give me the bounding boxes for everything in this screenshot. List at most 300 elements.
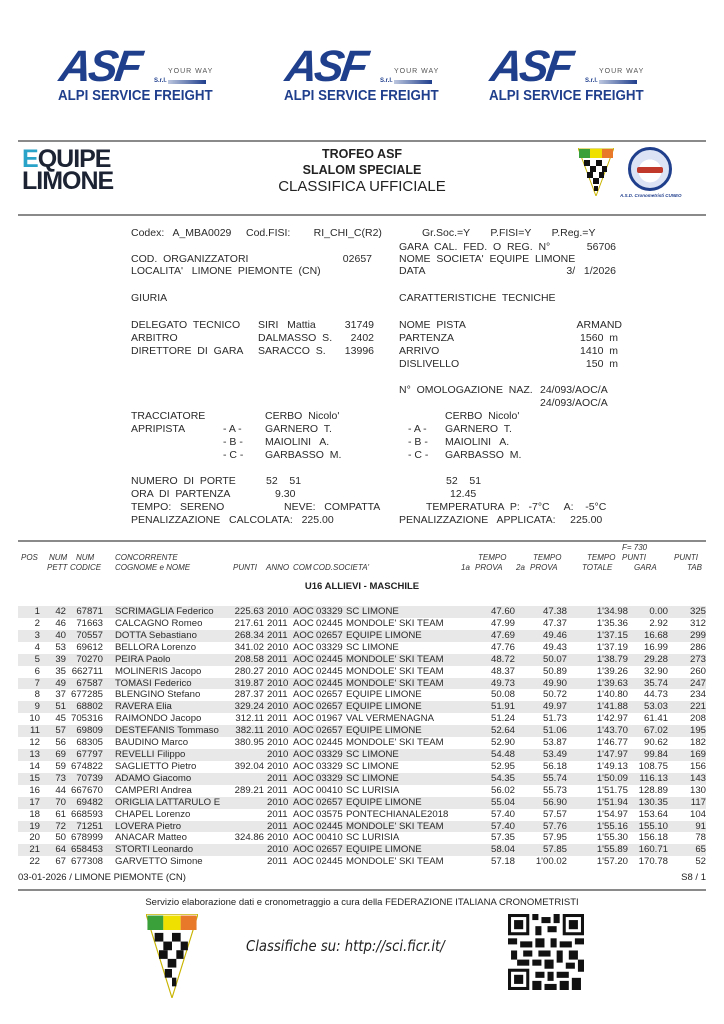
cell-pos: 12 — [29, 737, 40, 749]
apripista-tag: - B - — [408, 436, 428, 448]
cell-name: CAMPERI Andrea — [115, 784, 192, 796]
asf-tagline: YOUR WAY — [599, 68, 645, 75]
cell-punti: 208.58 — [234, 653, 264, 665]
cell-total: 1'37.15 — [596, 629, 628, 641]
header-punti: PUNTI — [233, 563, 257, 572]
porte-run2: 52 51 — [446, 475, 482, 487]
apripista-run1: GARBASSO M. — [265, 449, 342, 461]
cell-cod: 00410 — [316, 784, 343, 796]
cell-punti-tab: 182 — [689, 737, 706, 749]
cell-cod: 02657 — [316, 629, 343, 641]
cell-societa: EQUIPE LIMONE — [346, 689, 422, 701]
table-row — [18, 689, 706, 701]
cell-run2: 50.89 — [542, 665, 567, 677]
asf-srl: S.r.l. — [154, 78, 167, 84]
cell-com: AOC — [293, 784, 314, 796]
cell-total: 1'38.79 — [596, 653, 628, 665]
table-row — [18, 832, 706, 844]
cell-punti-tab: 117 — [690, 796, 706, 808]
jury-name: DALMASSO S. — [258, 332, 333, 344]
cell-cod: 02657 — [316, 844, 343, 856]
cell-pett: 64 — [55, 844, 66, 856]
cell-run2: 51.06 — [542, 725, 567, 737]
header-pett: PETT — [47, 563, 68, 572]
divider — [18, 214, 706, 216]
cell-punti-tab: 247 — [689, 677, 706, 689]
jury-code: 2402 — [350, 332, 374, 344]
cell-anno: 2010 — [267, 737, 289, 749]
cronometristi-cuneo-logo — [628, 147, 672, 191]
results-link[interactable]: Classifiche su: http://sci.ficr.it/ — [246, 937, 445, 955]
cell-pos: 13 — [29, 749, 40, 761]
apripista-run2: MAIOLINI A. — [445, 436, 510, 448]
cell-com: AOC — [293, 713, 314, 725]
cell-punti: 225.63 — [234, 606, 264, 617]
apripista-tag: - B - — [223, 436, 243, 448]
table-row — [18, 618, 706, 630]
service-credit: Servizio elaborazione dati e cronometraggio a cura della FEDERAZIONE ITALIANA CRONOMETRISTI — [145, 897, 579, 908]
cell-total: 1'34.98 — [596, 606, 628, 617]
cell-run2: 49.90 — [542, 677, 567, 689]
cell-run1: 57.40 — [490, 808, 515, 820]
cell-codice: 668593 — [70, 808, 103, 820]
jury-code: 13996 — [344, 345, 374, 357]
apripista-run1: MAIOLINI A. — [265, 436, 330, 448]
cell-pett: 73 — [55, 772, 66, 784]
asf-tagline: YOUR WAY — [168, 68, 214, 75]
tech-label: PARTENZA — [399, 332, 455, 344]
table-row — [18, 654, 706, 666]
cell-name: BELLORA Lorenzo — [115, 641, 197, 653]
cell-societa: SC LIMONE — [346, 641, 399, 653]
header-concorrente: CONCORRENTE — [115, 553, 178, 562]
table-row — [18, 844, 706, 856]
cell-run1: 47.60 — [490, 606, 515, 617]
cell-run2: 57.76 — [542, 820, 567, 832]
cell-total: 1'40.80 — [596, 689, 628, 701]
header-2a: 2a — [516, 563, 525, 572]
cell-codice: 667670 — [70, 784, 103, 796]
cell-name: REVELLI Filippo — [115, 749, 186, 761]
table-row — [18, 809, 706, 821]
cod-org-value: 02657 — [342, 253, 372, 265]
cell-anno: 2010 — [267, 701, 289, 713]
cell-punti: 382.11 — [235, 725, 264, 737]
jury-role: DELEGATO TECNICO — [131, 319, 241, 331]
header-codice: CODICE — [70, 563, 102, 572]
cell-codice: 662711 — [71, 665, 103, 677]
asf-name: ALPI SERVICE FREIGHT — [489, 88, 644, 104]
header-cod: COD. — [313, 563, 333, 572]
cell-punti-tab: 286 — [689, 641, 706, 653]
cell-pett: 50 — [55, 832, 66, 844]
cell-punti-tab: 52 — [695, 856, 706, 868]
cell-codice: 67797 — [76, 749, 103, 761]
cell-societa: SC LIMONE — [346, 760, 399, 772]
cell-pett: 35 — [55, 665, 66, 677]
cell-pett: 39 — [55, 653, 66, 665]
cell-run1: 57.35 — [490, 832, 515, 844]
apripista-tag: - A - — [223, 423, 242, 435]
jury-code: 31749 — [344, 319, 374, 331]
divider — [18, 889, 706, 891]
jury-name: SARACCO S. — [258, 345, 326, 357]
cell-codice: 678999 — [70, 832, 103, 844]
cell-cod: 03329 — [316, 641, 343, 653]
cell-run1: 54.35 — [490, 772, 515, 784]
nome-societa: NOME SOCIETA' EQUIPE LIMONE — [399, 253, 576, 265]
cell-codice: 67871 — [76, 606, 103, 617]
cell-name: RAVERA Elia — [115, 701, 172, 713]
cell-pos: 3 — [34, 629, 40, 641]
cell-punti-gara: 16.68 — [643, 629, 668, 641]
cod-org-label: COD. ORGANIZZATORI — [131, 253, 249, 265]
cell-cod: 02445 — [316, 653, 343, 665]
footer-place-date: 03-01-2026 / LIMONE PIEMONTE (CN) — [18, 872, 186, 883]
cell-run2: 53.49 — [542, 749, 567, 761]
asf-mark: ASF — [487, 42, 574, 91]
logo-letter-e: E — [22, 145, 38, 173]
cell-total: 1'35.36 — [596, 617, 628, 629]
cell-com: AOC — [293, 820, 314, 832]
cell-run2: 56.90 — [542, 796, 567, 808]
cell-total: 1'57.20 — [596, 856, 628, 868]
table-row — [18, 713, 706, 725]
table-row — [18, 737, 706, 749]
cell-run2: 57.85 — [542, 844, 567, 856]
cell-cod: 03329 — [316, 749, 343, 761]
cell-punti-tab: 169 — [689, 749, 706, 761]
cell-punti-gara: 156.18 — [638, 832, 668, 844]
apripista-label: APRIPISTA — [131, 423, 186, 435]
cell-codice: 677285 — [70, 689, 103, 701]
cell-punti-tab: 104 — [689, 808, 706, 820]
cell-anno: 2010 — [267, 749, 289, 761]
temperatura: TEMPERATURA P: -7°C A: -5°C — [426, 501, 607, 513]
cell-pett: 51 — [55, 701, 66, 713]
penalizzazione-applicata: PENALIZZAZIONE APPLICATA: 225.00 — [399, 514, 603, 526]
cell-anno: 2010 — [267, 725, 289, 737]
asf-name: ALPI SERVICE FREIGHT — [58, 88, 213, 104]
cell-total: 1'54.97 — [596, 808, 628, 820]
cell-name: SAGLIETTO Pietro — [115, 760, 197, 772]
cell-com: AOC — [293, 629, 314, 641]
cell-name: STORTI Leonardo — [115, 844, 194, 856]
cell-run1: 56.02 — [490, 784, 515, 796]
cell-societa: SC LURISIA — [346, 784, 400, 796]
cell-total: 1'55.16 — [596, 820, 628, 832]
truck-icon — [599, 80, 637, 84]
cell-pett: 67 — [55, 856, 66, 868]
cell-run1: 49.73 — [490, 677, 515, 689]
cell-societa: VAL VERMENAGNA — [346, 713, 434, 725]
cell-com: AOC — [293, 760, 314, 772]
cell-run1: 48.37 — [490, 665, 515, 677]
cell-societa: SC LIMONE — [346, 606, 399, 617]
cell-com: AOC — [293, 641, 314, 653]
cell-run1: 57.40 — [490, 820, 515, 832]
cell-run1: 47.69 — [490, 629, 515, 641]
cell-run1: 57.18 — [490, 856, 515, 868]
cell-name: ORIGLIA LATTARULO E — [115, 796, 221, 808]
asf-srl: S.r.l. — [380, 78, 393, 84]
cell-name: TOMASI Federico — [115, 677, 192, 689]
cell-anno: 2010 — [267, 760, 289, 772]
divider — [18, 540, 706, 542]
cell-punti: 289.21 — [234, 784, 264, 796]
cell-com: AOC — [293, 653, 314, 665]
cell-total: 1'46.77 — [596, 737, 628, 749]
cell-name: ADAMO Giacomo — [115, 772, 192, 784]
cell-punti: 280.27 — [234, 665, 264, 677]
cell-punti-gara: 44.73 — [643, 689, 668, 701]
cell-anno: 2011 — [267, 653, 288, 665]
cell-pett: 59 — [55, 760, 66, 772]
cell-run2: 53.87 — [542, 737, 567, 749]
cell-com: AOC — [293, 677, 314, 689]
cell-pett: 72 — [55, 820, 66, 832]
cell-punti-gara: 160.71 — [638, 844, 668, 856]
table-row — [18, 701, 706, 713]
cell-anno: 2010 — [267, 606, 289, 617]
cell-pos: 15 — [29, 772, 40, 784]
cell-run2: 49.46 — [542, 629, 567, 641]
cell-cod: 02445 — [316, 677, 343, 689]
cell-com: AOC — [293, 808, 314, 820]
cell-total: 1'51.94 — [596, 796, 628, 808]
cell-pos: 11 — [30, 725, 40, 737]
header-tab: TAB — [687, 563, 702, 572]
cell-codice: 674822 — [70, 760, 103, 772]
cell-pos: 18 — [29, 808, 40, 820]
tech-value: 150 m — [585, 358, 618, 370]
cell-name: CALCAGNO Romeo — [115, 617, 203, 629]
asf-srl: S.r.l. — [585, 78, 598, 84]
header-tempo2: TEMPO — [533, 553, 562, 562]
cell-punti-gara: 32.90 — [643, 665, 668, 677]
cell-pos: 8 — [34, 689, 40, 701]
tech-value: ARMAND — [576, 319, 622, 331]
cell-cod: 02657 — [316, 689, 343, 701]
header-prova2: PROVA — [530, 563, 558, 572]
category-heading: U16 ALLIEVI - MASCHILE — [304, 581, 420, 592]
cell-pos: 1 — [34, 606, 40, 617]
cell-punti-tab: 312 — [689, 617, 706, 629]
divider — [18, 140, 706, 142]
table-row — [18, 785, 706, 797]
cell-anno: 2010 — [267, 665, 289, 677]
cell-name: SCRIMAGLIA Federico — [115, 606, 214, 617]
localita: LOCALITA' LIMONE PIEMONTE (CN) — [131, 265, 321, 277]
cell-societa: EQUIPE LIMONE — [346, 796, 422, 808]
cell-com: AOC — [293, 856, 314, 868]
cell-name: MOLINERIS Jacopo — [115, 665, 202, 677]
header-gara: GARA — [634, 563, 657, 572]
cell-societa: PONTECHIANALE2018 — [346, 808, 449, 820]
header-com: COM — [293, 563, 312, 572]
gara-number: 56706 — [586, 241, 616, 253]
cell-codice: 71663 — [76, 617, 103, 629]
cell-cod: 03329 — [316, 606, 343, 617]
cell-run1: 58.04 — [490, 844, 515, 856]
cell-anno: 2011 — [267, 689, 288, 701]
apripista-tag: - A - — [408, 423, 427, 435]
cell-name: RAIMONDO Jacopo — [115, 713, 202, 725]
truck-icon — [168, 80, 206, 84]
cell-run1: 52.90 — [490, 737, 515, 749]
cell-punti-gara: 16.99 — [643, 641, 668, 653]
cell-anno: 2011 — [267, 784, 288, 796]
tech-value: 1410 m — [580, 345, 618, 357]
table-row — [18, 761, 706, 773]
cell-societa: MONDOLE' SKI TEAM — [346, 737, 444, 749]
cell-total: 1'41.88 — [596, 701, 628, 713]
cell-name: GARVETTO Simone — [115, 856, 203, 868]
cell-run1: 52.95 — [490, 760, 515, 772]
tech-label: ARRIVO — [399, 345, 440, 357]
cell-anno: 2010 — [267, 796, 289, 808]
cell-total: 1'51.75 — [596, 784, 628, 796]
cell-societa: MONDOLE' SKI TEAM — [346, 665, 444, 677]
cell-punti-tab: 260 — [689, 665, 706, 677]
cell-run1: 51.91 — [490, 701, 515, 713]
cell-com: AOC — [293, 665, 314, 677]
cell-punti-tab: 325 — [689, 606, 706, 617]
apripista-run2: GARBASSO M. — [445, 449, 522, 461]
cell-run1: 48.72 — [490, 653, 515, 665]
giuria-heading: GIURIA — [131, 292, 168, 304]
cell-codice: 677308 — [70, 856, 103, 868]
cell-total: 1'49.13 — [596, 760, 628, 772]
table-row — [18, 749, 706, 761]
cell-com: AOC — [293, 689, 314, 701]
header-punti-gara: PUNTI — [622, 553, 646, 562]
tech-label: NOME PISTA — [399, 319, 466, 331]
cell-codice: 69612 — [76, 641, 103, 653]
cell-cod: 02657 — [316, 725, 343, 737]
cell-punti-tab: 156 — [689, 760, 706, 772]
cell-cod: 02657 — [316, 796, 343, 808]
omologazione-1: 24/093/AOC/A — [540, 384, 608, 396]
cell-codice: 705316 — [70, 713, 103, 725]
cell-pett: 53 — [55, 641, 66, 653]
cell-run2: 55.74 — [542, 772, 567, 784]
tempo-meteo: TEMPO: SERENO — [131, 501, 225, 513]
cell-societa: MONDOLE' SKI TEAM — [346, 677, 444, 689]
cell-cod: 02445 — [316, 737, 343, 749]
cell-societa: SC LURISIA — [346, 832, 400, 844]
cell-run2: 51.73 — [542, 713, 567, 725]
cell-total: 1'37.19 — [596, 641, 628, 653]
cell-cod: 02657 — [316, 701, 343, 713]
apripista-run1: GARNERO T. — [265, 423, 332, 435]
table-row — [18, 797, 706, 809]
cell-societa: SC LIMONE — [346, 772, 399, 784]
cell-punti: 380.95 — [234, 737, 264, 749]
cell-punti-gara: 90.62 — [643, 737, 668, 749]
cell-cod: 03329 — [316, 772, 343, 784]
cell-codice: 68305 — [76, 737, 103, 749]
cell-punti-tab: 143 — [689, 772, 706, 784]
cell-anno: 2011 — [267, 713, 288, 725]
event-title: TROFEO ASF — [321, 147, 403, 161]
header-num-codice: NUM — [76, 553, 95, 562]
penalizzazione-calcolata: PENALIZZAZIONE CALCOLATA: 225.00 — [131, 514, 334, 526]
header-tempo1: TEMPO — [478, 553, 507, 562]
cronometristi-caption: A.S.D. Cronometristi CUNEO — [620, 193, 682, 198]
cell-total: 1'55.30 — [596, 832, 628, 844]
cell-pett: 70 — [55, 796, 66, 808]
cell-total: 1'39.63 — [596, 677, 628, 689]
apripista-tag: - C - — [408, 449, 429, 461]
asf-name: ALPI SERVICE FREIGHT — [284, 88, 439, 104]
cell-run2: 1'00.02 — [535, 856, 567, 868]
fic-pennant-icon — [578, 148, 614, 196]
cell-codice: 70557 — [76, 629, 103, 641]
cell-punti: 319.87 — [234, 677, 264, 689]
cell-codice: 71251 — [76, 820, 103, 832]
cell-com: AOC — [293, 749, 314, 761]
header-anno: ANNO — [266, 563, 290, 572]
cell-run1: 52.64 — [490, 725, 515, 737]
cell-anno: 2011 — [267, 617, 288, 629]
cell-total: 1'50.09 — [596, 772, 628, 784]
caratteristiche-heading: CARATTERISTICHE TECNICHE — [399, 292, 556, 304]
ora-label: ORA DI PARTENZA — [131, 488, 231, 500]
cell-punti-gara: 153.64 — [638, 808, 668, 820]
logo-line2: LIMONE — [22, 167, 114, 195]
cell-societa: MONDOLE' SKI TEAM — [346, 617, 444, 629]
cell-pos: 5 — [34, 653, 40, 665]
cell-pett: 61 — [55, 808, 66, 820]
table-row — [18, 606, 706, 618]
cell-pett: 57 — [55, 725, 66, 737]
cell-cod: 02445 — [316, 665, 343, 677]
cell-anno: 2010 — [267, 641, 289, 653]
asf-mark: ASF — [56, 42, 143, 91]
table-row — [18, 773, 706, 785]
cell-punti-tab: 65 — [695, 844, 706, 856]
cell-com: AOC — [293, 796, 314, 808]
cell-total: 1'47.97 — [596, 749, 628, 761]
table-row — [18, 821, 706, 833]
cell-run2: 50.07 — [542, 653, 567, 665]
cell-punti-gara: 0.00 — [649, 606, 668, 617]
porte-label: NUMERO DI PORTE — [131, 475, 236, 487]
apripista-run2: GARNERO T. — [445, 423, 512, 435]
cell-societa: EQUIPE LIMONE — [346, 844, 422, 856]
cell-anno: 2011 — [267, 856, 288, 868]
cell-codice: 658453 — [70, 844, 103, 856]
cell-punti-gara: 35.74 — [643, 677, 668, 689]
cell-punti-tab: 130 — [689, 784, 706, 796]
cell-punti: 217.61 — [234, 617, 264, 629]
cell-anno: 2011 — [267, 772, 288, 784]
cell-pett: 37 — [55, 689, 66, 701]
qr-code-icon[interactable] — [508, 914, 584, 990]
cell-punti-tab: 78 — [695, 832, 706, 844]
header-totale: TOTALE — [582, 563, 613, 572]
f-value: F= 730 — [622, 543, 648, 552]
cell-anno: 2010 — [267, 844, 289, 856]
cell-punti: 312.11 — [235, 713, 264, 725]
cell-codice: 70270 — [76, 653, 103, 665]
cell-pos: 22 — [29, 856, 40, 868]
header-nome: COGNOME e NOME — [115, 563, 191, 572]
cell-pos: 7 — [34, 677, 40, 689]
cell-punti: 324.86 — [234, 832, 264, 844]
jury-role: DIRETTORE DI GARA — [131, 345, 244, 357]
